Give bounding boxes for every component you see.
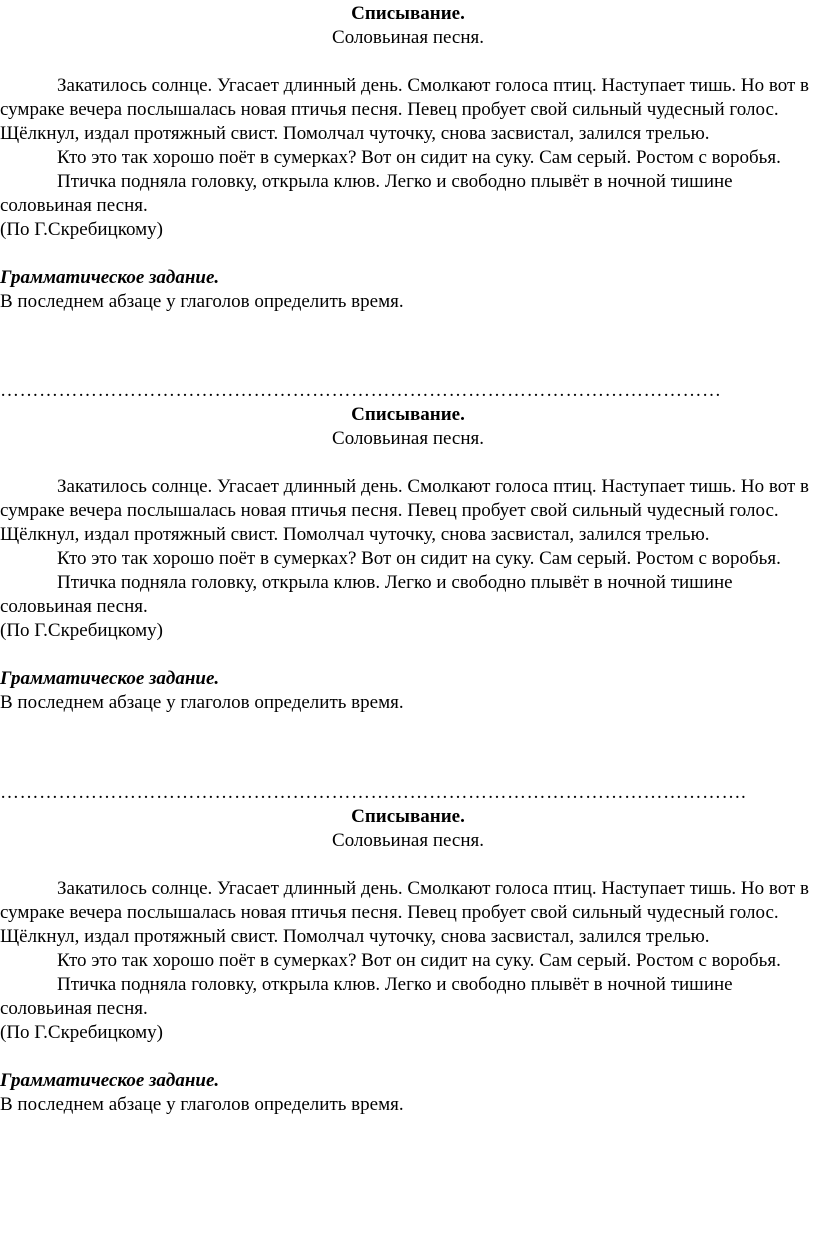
source-attribution: (По Г.Скребицкому) xyxy=(0,620,163,641)
source-attribution: (По Г.Скребицкому) xyxy=(0,219,163,240)
text-title: Соловьиная песня. xyxy=(332,27,484,48)
paragraph-3: Птичка подняла головку, открыла клюв. Легко и свободно плывёт в ночной тишине соловьиная песня. xyxy=(0,572,733,617)
paragraph-3: Птичка подняла головку, открыла клюв. Легко и свободно плывёт в ночной тишине соловьиная песня. xyxy=(0,974,733,1019)
task-text: В последнем абзаце у глаголов определить время. xyxy=(0,692,404,713)
exercise-title: Списывание. xyxy=(351,806,465,827)
paragraph-2: Кто это так хорошо поёт в сумерках? Вот он сидит на суку. Сам серый. Ростом с воробья. xyxy=(57,147,781,168)
task-heading: Грамматическое задание. xyxy=(0,267,220,288)
exercise-block-1 xyxy=(0,2,816,314)
task-heading: Грамматическое задание. xyxy=(0,668,220,689)
source-attribution: (По Г.Скребицкому) xyxy=(0,1022,163,1043)
paragraph-2: Кто это так хорошо поёт в сумерках? Вот он сидит на суку. Сам серый. Ростом с воробья. xyxy=(57,950,781,971)
exercise-block-2 xyxy=(0,403,816,715)
text-title: Соловьиная песня. xyxy=(332,830,484,851)
exercise-block-3 xyxy=(0,805,816,1117)
exercise-title: Списывание. xyxy=(351,404,465,425)
dotted-separator-1: ………………………………………………………………………………………………… xyxy=(0,380,722,401)
task-text: В последнем абзаце у глаголов определить время. xyxy=(0,291,404,312)
text-title: Соловьиная песня. xyxy=(332,428,484,449)
paragraph-2: Кто это так хорошо поёт в сумерках? Вот он сидит на суку. Сам серый. Ростом с воробья. xyxy=(57,548,781,569)
paragraph-1: Закатилось солнце. Угасает длинный день. Смолкают голоса птиц. Наступает тишь. Но вот в сумраке вечера послышалась новая птичья песня. Певец пробует свой сильный чудесный голос. Щёлкнул, издал протяжный свист. Помолчал чуточку, снова засвистал, залился трелью. xyxy=(0,878,809,947)
task-text: В последнем абзаце у глаголов определить время. xyxy=(0,1094,404,1115)
paragraph-1: Закатилось солнце. Угасает длинный день. Смолкают голоса птиц. Наступает тишь. Но вот в сумраке вечера послышалась новая птичья песня. Певец пробует свой сильный чудесный голос. Щёлкнул, издал протяжный свист. Помолчал чуточку, снова засвистал, залился трелью. xyxy=(0,75,809,144)
paragraph-3: Птичка подняла головку, открыла клюв. Легко и свободно плывёт в ночной тишине соловьиная песня. xyxy=(0,171,733,216)
dotted-separator-2: ……………………………………………………………………………………………………. xyxy=(0,782,747,803)
task-heading: Грамматическое задание. xyxy=(0,1070,220,1091)
exercise-title: Списывание. xyxy=(351,3,465,24)
paragraph-1: Закатилось солнце. Угасает длинный день. Смолкают голоса птиц. Наступает тишь. Но вот в сумраке вечера послышалась новая птичья песня. Певец пробует свой сильный чудесный голос. Щёлкнул, издал протяжный свист. Помолчал чуточку, снова засвистал, залился трелью. xyxy=(0,476,809,545)
